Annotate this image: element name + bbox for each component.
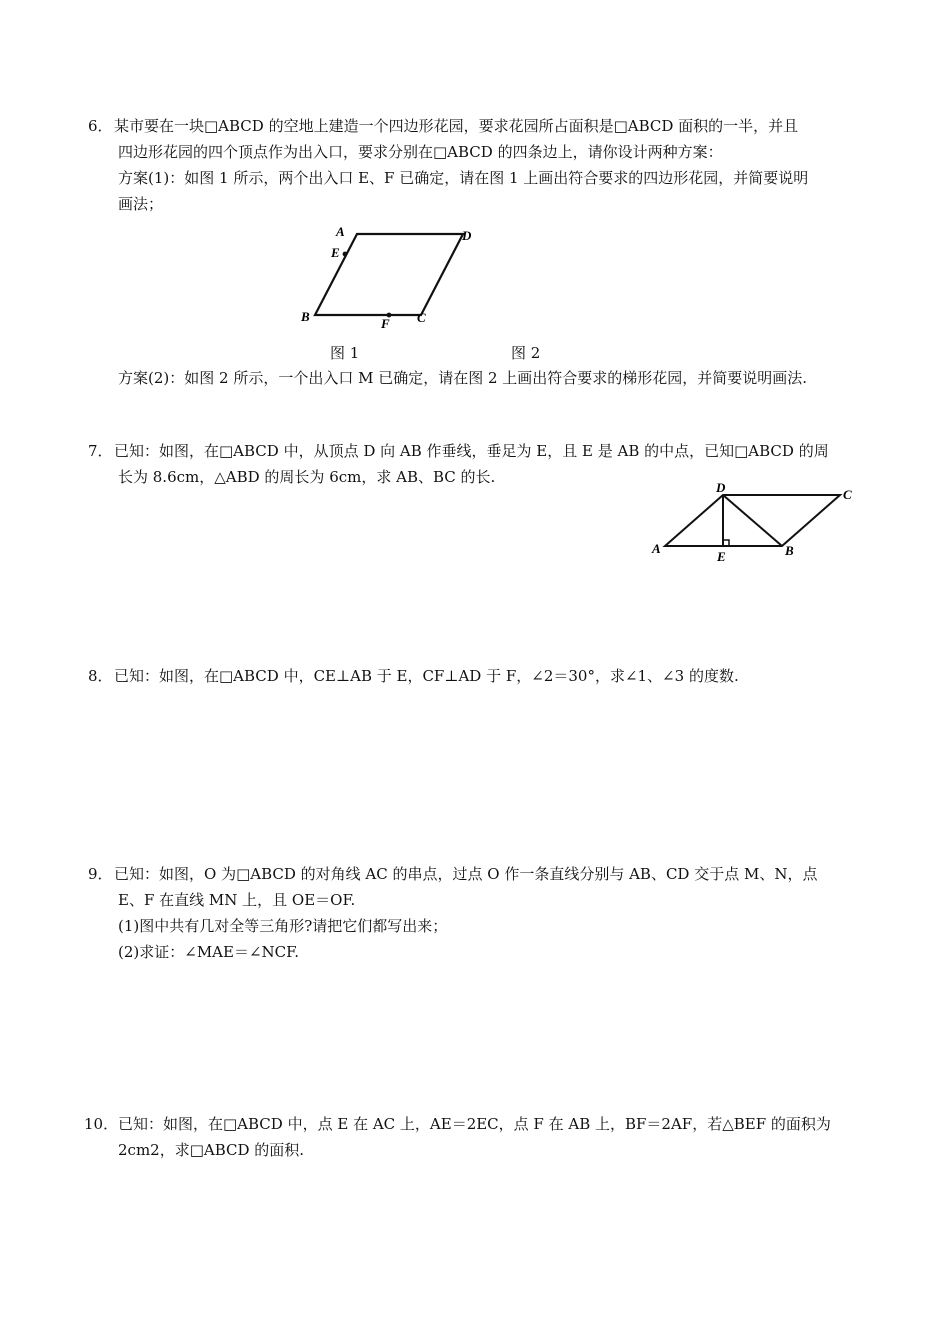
problem-8-line-1: 已知：如图，在□ABCD 中，CE⊥AB 于 E，CF⊥AD 于 F，∠2＝30°，求∠1、∠3 的度数. [114,667,739,685]
problem-8-number: 8． [88,667,113,685]
problem-6-line-2: 四边形花园的四个顶点作为出入口，要求分别在□ABCD 的四条边上，请你设计两种方案： [118,143,723,161]
problem-9-line-1: 已知：如图，O 为□ABCD 的对角线 AC 的串点，过点 O 作一条直线分别与 AB、CD 交于点 M、N，点 [114,865,818,883]
problem-10-line-1: 已知：如图，在□ABCD 中，点 E 在 AC 上，AE＝2EC，点 F 在 AB 上，BF＝2AF，若△BEF 的面积为 [118,1115,831,1133]
problem-9-number: 9． [88,865,113,883]
problem-10-number: 10． [84,1115,119,1133]
label-f: F [381,316,390,331]
label-c: C [417,310,426,325]
label-c: C [843,487,852,502]
label-b: B [785,543,794,558]
problem-6-line-1: 某市要在一块□ABCD 的空地上建造一个四边形花园，要求花园所占面积是□ABCD 面积的一半，并且 [114,117,799,135]
problem-6-number: 6． [88,117,113,135]
problem-6-line-4: 画法； [118,195,164,213]
problem-7-line-1: 已知：如图，在□ABCD 中，从顶点 D 向 AB 作垂线，垂足为 E，且 E 是 AB 的中点，已知□ABCD 的周 [114,442,829,460]
caption-figure-1: 图 1 [330,344,360,362]
diagonal-db [723,495,782,546]
problem-9-line-2: E、F 在直线 MN 上，且 OE＝OF. [118,891,356,909]
label-e: E [717,549,726,564]
label-a: A [652,541,661,556]
problem-6-line-3: 方案(1)：如图 1 所示，两个出入口 E、F 已确定，请在图 1 上画出符合要求的四边形花园，并简要说明 [118,169,809,187]
problem-9-line-3: (1)图中共有几对全等三角形?请把它们都写出来； [118,917,448,935]
problem-10-line-2: 2cm2，求□ABCD 的面积. [118,1141,305,1159]
problem-7-number: 7． [88,442,113,460]
label-e: E [331,245,340,260]
caption-figure-2: 图 2 [511,344,541,362]
label-d: D [716,480,726,495]
label-d: D [462,228,472,243]
problem-7-line-2: 长为 8.6cm，△ABD 的周长为 6cm，求 AB、BC 的长. [118,468,496,486]
problem-6-plan-2: 方案(2)：如图 2 所示，一个出入口 M 已确定，请在图 2 上画出符合要求的梯形花园，并简要说明画法. [118,369,808,387]
problem-9-line-4: (2)求证：∠MAE＝∠NCF. [118,943,299,961]
label-a: A [336,224,345,239]
label-b: B [301,309,310,324]
